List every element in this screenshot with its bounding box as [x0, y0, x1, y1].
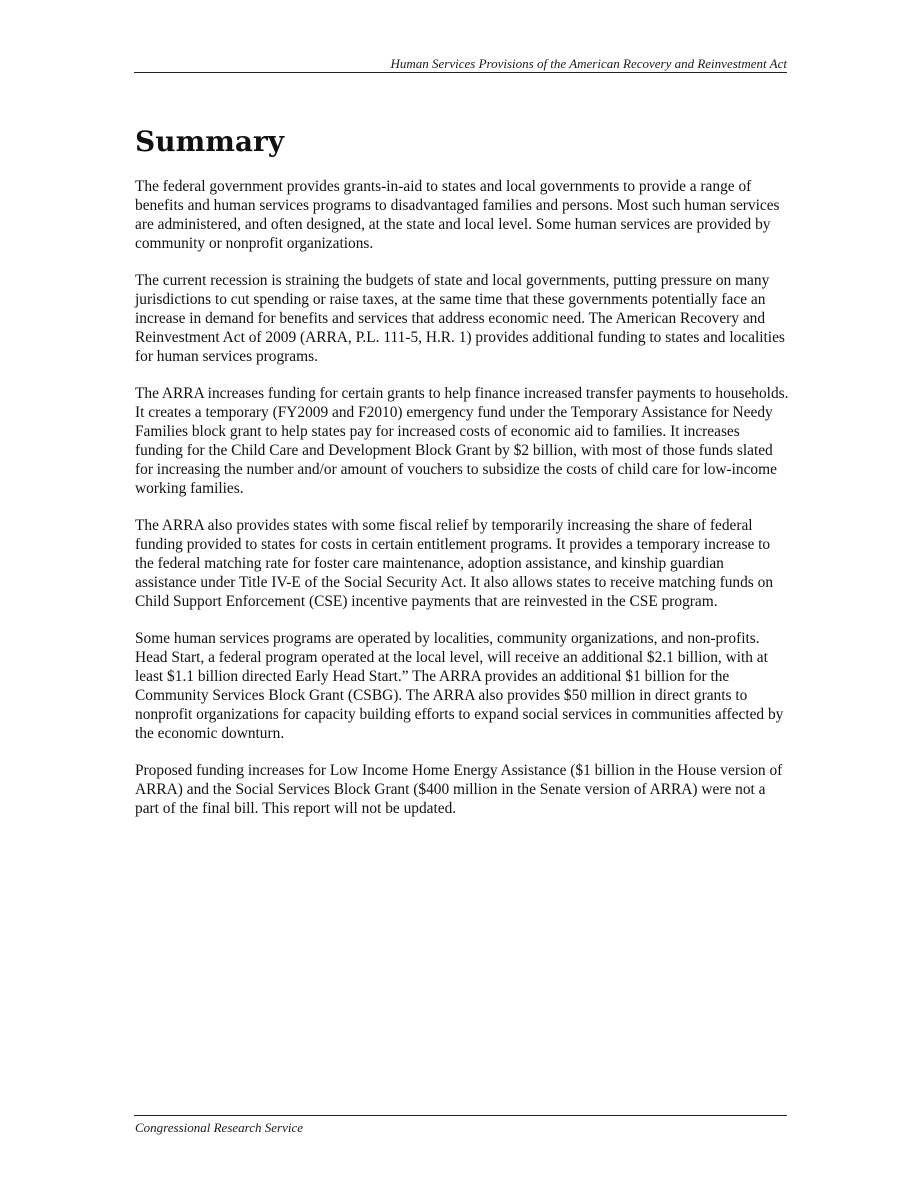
paragraph-1: The federal government provides grants-in-aid to states and local governments to provide a range of benefits and human services programs to disadvantaged families and persons. Most such human services are administered, and often designed, at the state and local level. Some human services are provided by community or nonprofit organizations.: [135, 178, 780, 252]
running-footer: Congressional Research Service: [135, 1120, 303, 1135]
page-title: Summary: [135, 125, 284, 158]
paragraph-6: Proposed funding increases for Low Income Home Energy Assistance ($1 billion in the House version of ARRA) and the Social Services Block Grant ($400 million in the Senate version of ARRA) were not a part of the final bill. This report will not be updated.: [135, 762, 783, 817]
paragraph-4: The ARRA also provides states with some fiscal relief by temporarily increasing the share of federal funding provided to states for costs in certain entitlement programs. It provides a temporary increase to the federal matching rate for foster care maintenance, adoption assistance, and kinship guardian assistance under Title IV-E of the Social Security Act. It also allows states to receive matching funds on Child Support Enforcement (CSE) incentive payments that are reinvested in the CSE program.: [135, 517, 774, 610]
paragraph-5: Some human services programs are operated by localities, community organizations, and non-profits. Head Start, a federal program operated at the local level, will receive an additional $2.1 billion, with at least $1.1 billion directed Early Head Start.” The ARRA provides an additional $1 billion for the Community Services Block Grant (CSBG). The ARRA also provides $50 million in direct grants to nonprofit organizations for capacity building efforts to expand social services in communities affected by the economic downturn.: [135, 630, 784, 742]
footer-divider: [134, 1115, 787, 1116]
header-divider: [134, 72, 787, 73]
summary-body: [135, 177, 789, 836]
paragraph-2: The current recession is straining the budgets of state and local governments, putting pressure on many jurisdictions to cut spending or raise taxes, at the same time that these governments potentially face an increase in demand for benefits and services that address economic need. The American Recovery and Reinvestment Act of 2009 (ARRA, P.L. 111-5, H.R. 1) provides additional funding to states and localities for human services programs.: [135, 272, 785, 365]
running-header: Human Services Provisions of the American Recovery and Reinvestment Act: [390, 56, 787, 71]
paragraph-3: The ARRA increases funding for certain grants to help finance increased transfer payments to households. It creates a temporary (FY2009 and F2010) emergency fund under the Temporary Assistance for Needy Families block grant to help states pay for increased costs of economic aid to families. It increases funding for the Child Care and Development Block Grant by $2 billion, with most of those funds slated for increasing the number and/or amount of vouchers to subsidize the costs of child care for low-income working families.: [135, 385, 789, 497]
